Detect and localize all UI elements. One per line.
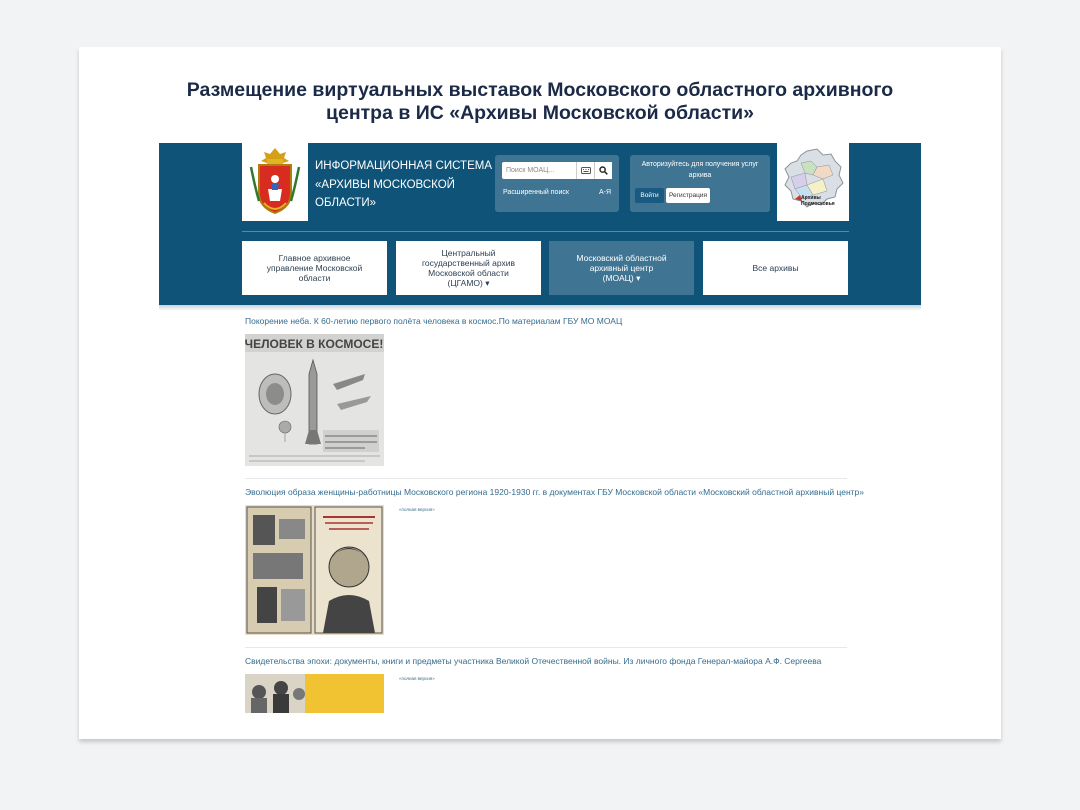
keyboard-icon	[581, 167, 591, 174]
nav-tile-label-line: Московский областной	[576, 253, 667, 263]
exhibition-title-evidence[interactable]: Свидетельства эпохи: документы, книги и предметы участника Великой Отечественной войны. Из личного фонда Генерал-майора А.Ф. Сергеева	[245, 656, 822, 666]
advanced-search-link[interactable]: Расширенный поиск	[503, 189, 569, 196]
system-title-line-3: ОБЛАСТИ»	[315, 197, 377, 209]
region-map-logo[interactable]	[777, 143, 849, 221]
slide-title-line-2: центра в ИС «Архивы Московской области»	[326, 102, 754, 124]
region-map-icon	[777, 143, 849, 221]
slide-title	[79, 79, 1001, 125]
header-shadow	[159, 305, 921, 311]
nav-tile-all-archives[interactable]	[703, 241, 848, 295]
nav-tile-label-line: архивный центр	[589, 263, 654, 273]
nav-tile-cgamo[interactable]	[396, 241, 541, 295]
exhibition-title-women[interactable]: Эволюция образа женщины-работницы Московского региона 1920-1930 гг. в документах ГБУ Московской области «Московский областной архивный центр»	[245, 487, 864, 497]
login-button[interactable]: Войти	[635, 188, 664, 203]
poster-image	[245, 505, 384, 635]
full-version-link-evidence[interactable]: «полная версия»	[399, 676, 435, 681]
system-title[interactable]	[315, 157, 495, 213]
full-version-link-women[interactable]: «полная версия»	[399, 507, 435, 512]
auth-panel	[630, 155, 770, 212]
exhibition-divider	[245, 478, 847, 479]
exhibition-divider	[245, 647, 847, 648]
nav-tile-label-line: Московской области	[428, 268, 509, 278]
keyboard-button[interactable]	[576, 162, 594, 179]
coat-of-arms-icon	[242, 143, 308, 221]
site-header	[159, 143, 921, 305]
exhibition-thumbnail-women[interactable]	[245, 505, 384, 635]
system-title-line-2: «АРХИВЫ МОСКОВСКОЙ	[315, 178, 455, 191]
nav-tile-label-line: управление Московской	[266, 263, 363, 273]
nav-tile-label-line: Все архивы	[752, 263, 799, 273]
nav-tile-label-line: государственный архив	[421, 258, 516, 268]
nav-tile-moac[interactable]	[549, 241, 694, 295]
auth-prompt-line-2: архива	[688, 172, 712, 179]
nav-tile-label-line: области	[298, 273, 331, 283]
region-caption-line-1: Архивы	[801, 195, 821, 201]
newspaper-image	[245, 334, 384, 466]
nav-tile-label-line: Центральный	[441, 248, 496, 258]
auth-prompt	[630, 159, 770, 181]
region-caption	[801, 195, 835, 207]
search-input[interactable]	[502, 162, 576, 179]
slide-title-line-1: Размещение виртуальных выставок Московского областного архивного	[186, 79, 894, 101]
exhibition-thumbnail-space[interactable]	[245, 334, 384, 466]
search-icon	[599, 166, 608, 175]
newspaper-headline: ЧЕЛОВЕК В КОСМОСЕ!	[245, 337, 384, 351]
exhibition-title-space[interactable]: Покорение неба. К 60-летию первого полёта человека в космос.По материалам ГБУ МО МОАЦ	[245, 316, 623, 326]
az-index-link[interactable]: А-Я	[599, 189, 612, 196]
register-button[interactable]: Регистрация	[666, 188, 710, 203]
header-divider	[242, 231, 849, 232]
exhibition-thumbnail-evidence[interactable]	[245, 674, 384, 713]
moscow-region-emblem[interactable]	[242, 143, 308, 221]
photo-collage-image	[245, 674, 384, 713]
nav-tile-label-line: Главное архивное	[278, 253, 351, 263]
slide	[79, 47, 1001, 739]
system-title-line-1: ИНФОРМАЦИОННАЯ СИСТЕМА	[315, 160, 492, 172]
auth-prompt-line-1: Авторизуйтесь для получения услуг	[641, 161, 759, 168]
region-caption-line-2: Подмосковья	[801, 201, 835, 207]
search-panel	[495, 155, 619, 212]
nav-tile-label-line: (ЦГАМО) ▾	[447, 278, 490, 288]
nav-tile-label-line: (МОАЦ) ▾	[602, 273, 641, 283]
search-button[interactable]	[594, 162, 612, 179]
nav-tile-main-archive[interactable]	[242, 241, 387, 295]
